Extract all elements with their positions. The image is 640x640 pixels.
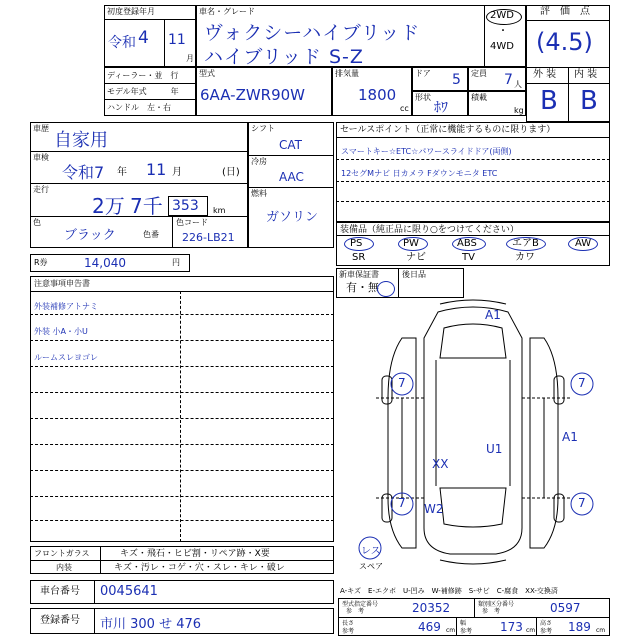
interior-cond-label: 内装 [56, 563, 72, 572]
width-label: 幅 [460, 620, 467, 627]
cc-unit: cc [400, 104, 409, 113]
length-label: 長さ [342, 620, 355, 627]
handle-label: ハンドル 左・右 [107, 103, 171, 112]
mark-a1-right: A1 [562, 430, 578, 444]
mark-xx: XX [432, 457, 449, 471]
mileage-sen: 7千 [130, 194, 163, 218]
displacement-value: 1800 [358, 86, 397, 104]
inspection-day-unit: (日) [222, 167, 240, 178]
equip-ps: PS [350, 238, 363, 249]
note-line-3: ルームスレヨゴレ [34, 353, 98, 362]
plate-value: 市川 300 せ 476 [100, 617, 202, 632]
type-value: 6AA-ZWR90W [200, 86, 306, 104]
color-code-title: 色コード [176, 218, 208, 227]
interior-label: 内 装 [574, 69, 598, 80]
score-value: (4.5) [536, 28, 593, 56]
interior-grade: B [580, 86, 598, 116]
shape-value: ﾎﾜ [434, 100, 448, 116]
chassis-label: 車台番号 [40, 586, 80, 597]
color-label: 色 [33, 218, 41, 227]
km-unit: km [213, 206, 226, 215]
equip-aw: AW [575, 238, 592, 249]
mileage-rest: 353 [172, 198, 199, 214]
shape-label: 形状 [415, 93, 431, 102]
color-code-value: 226-LB21 [182, 231, 235, 244]
category-label: 車歴 [33, 124, 49, 133]
score-label: 評 価 点 [540, 6, 590, 17]
fuel-label: 燃料 [251, 189, 267, 198]
category-value: 自家用 [54, 130, 108, 151]
door-label: ドア [415, 69, 431, 78]
interior-cond-values: キズ・汚レ・コゲ・穴・スレ・キレ・破レ [114, 563, 285, 573]
capacity-unit: 人 [514, 80, 522, 89]
reg-year: 4 [138, 28, 149, 48]
circle-aw [568, 237, 598, 251]
equip-airbag: エアB [512, 238, 539, 249]
record-label: 後日品 [402, 270, 426, 279]
shift-value: CAT [279, 138, 302, 152]
spare-circle-text: レス [361, 546, 381, 557]
grade: ハイブリッド S-Z [204, 46, 364, 68]
dealer-label: ディーラー・並 行 [107, 71, 179, 80]
cert-label: 型式指定番号 [342, 601, 379, 608]
mileage-label: 走行 [33, 185, 49, 194]
recycle-amount: 14,040 [84, 256, 126, 270]
tire-rear-left: 7 [398, 496, 406, 510]
class-label: 類別区分番号 [478, 601, 515, 608]
length-cm: cm [446, 627, 456, 634]
height-cm: cm [596, 627, 606, 634]
color-code-label: 色番 [143, 230, 159, 239]
kg-unit: kg [514, 106, 524, 115]
drive-2wd: 2WD [490, 10, 514, 21]
tire-front-left: 7 [398, 376, 406, 390]
new-car-warranty-label: 新車保証書 [339, 270, 379, 279]
capacity-label: 定員 [471, 69, 487, 78]
width-sub: 参考 [460, 628, 473, 635]
circle-airbag [506, 237, 546, 251]
inspection-label: 車検 [33, 153, 49, 162]
inspection-year-unit: 年 [117, 167, 127, 178]
exterior-label: 外 装 [533, 69, 557, 80]
spare-label: スペア [359, 562, 383, 571]
recycle-label: R券 [34, 258, 48, 267]
equip-abs: ABS [457, 238, 477, 249]
width-value: 173 [500, 620, 523, 634]
equip-navi: ナビ [406, 252, 426, 263]
plate-label: 登録番号 [40, 615, 80, 626]
tire-rear-right: 7 [578, 496, 586, 510]
inspection-month: 11 [146, 160, 167, 179]
mark-a1-top: A1 [485, 308, 501, 322]
damage-legend: A-キズ E-エクボ U-凹み W-補修跡 S-サビ C-腐食 XX-交換済 [340, 587, 558, 595]
circle-abs [452, 237, 486, 251]
fuel-value: ガソリン [266, 210, 319, 225]
car-name: ヴォクシーハイブリッド [204, 22, 421, 44]
height-value: 189 [568, 620, 591, 634]
length-value: 469 [418, 620, 441, 634]
model-year-label: モデル年式 年 [107, 87, 179, 96]
color-value: ブラック [64, 228, 116, 243]
cert-sub: 参 考 [346, 608, 365, 615]
drive-4wd: 4WD [490, 41, 514, 52]
equip-sr: SR [352, 252, 366, 263]
mark-u1: U1 [486, 442, 503, 456]
door-value: 5 [452, 72, 461, 88]
equipment-label: 装備品（純正品に限り○をつけてください） [340, 225, 519, 235]
notes-box [30, 276, 334, 542]
mileage-man: 2万 [92, 194, 125, 218]
selling-points-label: セールスポイント（正常に機能するものに限ります） [340, 125, 556, 135]
circle-pw [398, 237, 428, 251]
reg-month: 11 [168, 32, 186, 48]
warranty-value: 有・無 [346, 281, 379, 294]
equip-leather: カワ [515, 252, 535, 263]
length-sub: 参考 [342, 628, 355, 635]
inspection-month-unit: 月 [172, 167, 182, 178]
class-sub: 参 考 [482, 608, 501, 615]
chassis-value: 0045641 [100, 584, 158, 599]
mark-w2: W2 [424, 502, 444, 516]
capacity-value: 7 [504, 72, 513, 88]
shift-label: シフト [251, 124, 275, 133]
carname-label: 車名・グレード [199, 7, 255, 16]
cert-value: 20352 [412, 601, 451, 615]
equip-tv: TV [462, 252, 475, 263]
front-glass-label: フロントガラス [34, 549, 90, 558]
type-label: 型式 [199, 69, 215, 78]
height-sub: 参考 [540, 628, 553, 635]
equip-pw: PW [403, 238, 419, 249]
load-label: 積載 [471, 93, 487, 102]
warranty-none-circle [377, 281, 395, 297]
displacement-label: 排気量 [335, 69, 359, 78]
ac-label: 冷房 [251, 157, 267, 166]
first-reg-label: 初度登録年月 [107, 7, 155, 16]
selling-point-1: スマートキー☆ETC☆パワースライドドア(両側) [341, 147, 512, 156]
note-line-1: 外装補修アトナミ [34, 302, 98, 311]
width-cm: cm [526, 627, 536, 634]
tire-front-right: 7 [578, 376, 586, 390]
recycle-unit: 円 [172, 258, 180, 267]
front-glass-values: キズ・飛石・ヒビ割・リペア跡・X要 [120, 549, 270, 559]
class-value: 0597 [550, 601, 581, 615]
height-label: 高さ [540, 620, 553, 627]
drive-dot: ・ [498, 26, 508, 37]
inspection-era: 令和7 [62, 163, 105, 182]
reg-era: 令和 [108, 35, 136, 51]
note-line-2: 外装 小A・小U [34, 327, 88, 336]
month-unit: 月 [186, 54, 194, 63]
notes-label: 注意事項申告書 [34, 279, 90, 288]
circle-ps [344, 237, 374, 251]
selling-point-2: 12セグMナビ 日カメラ Fダウンモニタ ETC [341, 169, 498, 178]
exterior-grade: B [540, 86, 558, 116]
ac-value: AAC [279, 170, 304, 184]
